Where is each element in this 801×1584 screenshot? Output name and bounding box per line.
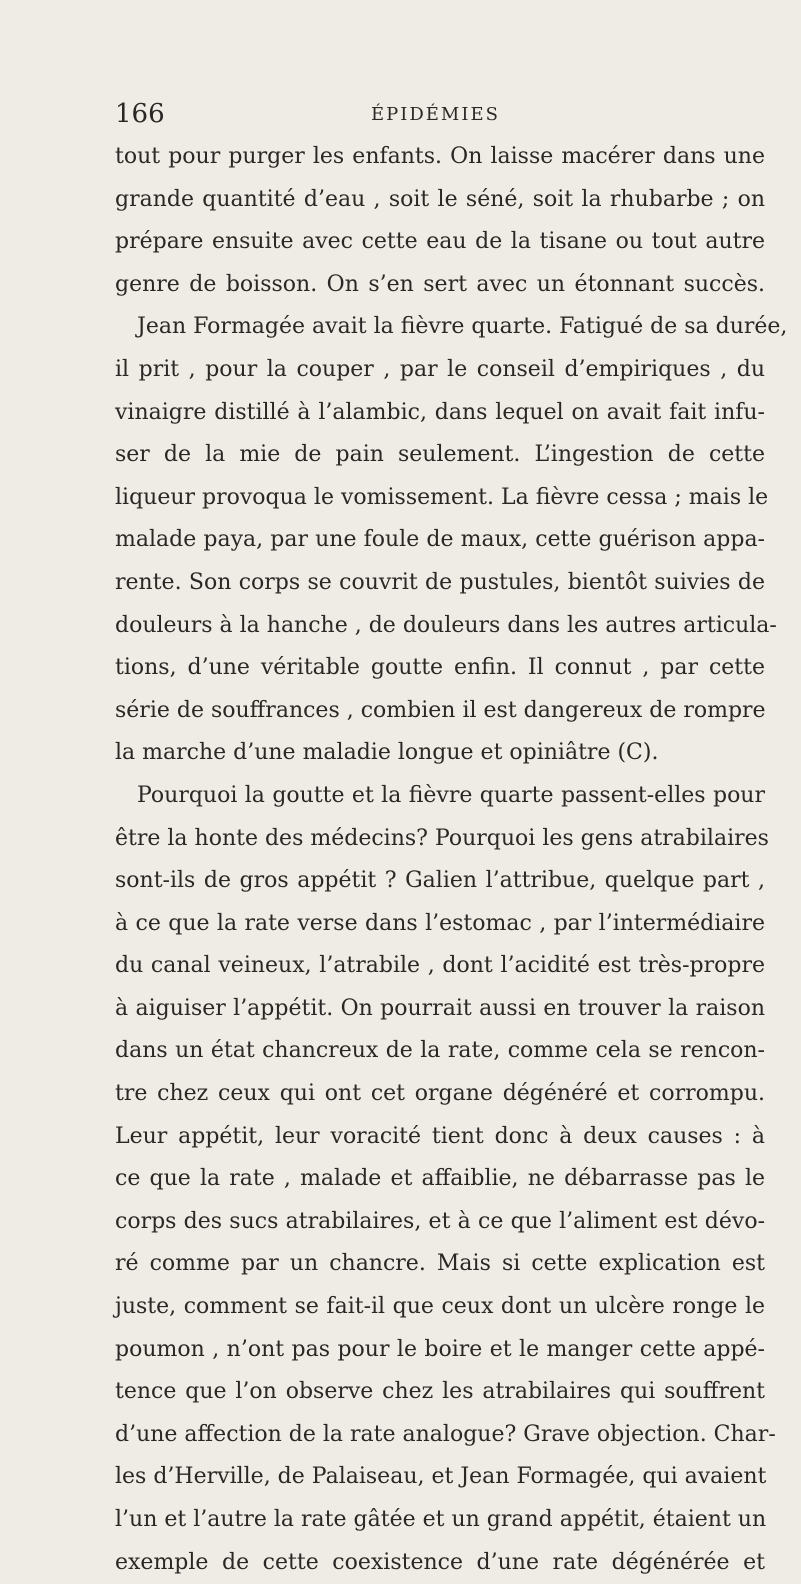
text-line: prépare ensuite avec cette eau de la tisane ou tout autre	[115, 229, 765, 255]
text-line: genre de boisson. On s’en sert avec un étonnant succès.	[115, 271, 765, 297]
text-line: tout pour purger les enfants. On laisse macérer dans une	[115, 144, 765, 169]
text-line: exemple de cette coexistence d’une rate dégénérée et	[115, 1549, 765, 1575]
text-line: malade paya, par une foule de maux, cette guérison appa-	[115, 527, 765, 553]
text-line: Leur appétit, leur voracité tient donc à deux causes : à	[115, 1123, 765, 1149]
text-line: l’un et l’autre la rate gâtée et un grand appétit, étaient un	[115, 1507, 767, 1532]
body-text	[115, 136, 788, 1584]
text-line: liqueur provoqua le vomissement. La fièvre cessa ; mais le	[115, 484, 769, 510]
text-line: série de souffrances , combien il est dangereux de rompre	[115, 697, 766, 723]
text-line: il prit , pour la couper , par le conseil d’empiriques , du	[115, 356, 765, 382]
text-line: grande quantité d’eau , soit le séné, soit la rhubarbe ; on	[115, 186, 765, 212]
page-header	[115, 96, 765, 132]
text-line: la marche d’une maladie longue et opiniâtre (C).	[115, 740, 659, 766]
text-line: tre chez ceux qui ont cet organe dégénéré et corrompu.	[115, 1081, 765, 1107]
text-line: tions, d’une véritable goutte enfin. Il connut , par cette	[115, 655, 765, 681]
text-line: du canal veineux, l’atrabile , dont l’acidité est très-propre	[115, 953, 765, 979]
text-line: tence que l’on observe chez les atrabilaires qui souffrent	[115, 1379, 765, 1405]
text-line: douleurs à la hanche , de douleurs dans les autres articula-	[115, 612, 777, 638]
text-line: dans un état chancreux de la rate, comme cela se rencon-	[115, 1038, 765, 1064]
text-line: ser de la mie de pain seulement. L’ingestion de cette	[115, 442, 765, 468]
text-line: ré comme par un chancre. Mais si cette explication est	[115, 1251, 765, 1277]
text-line: ce que la rate , malade et affaiblie, ne débarrasse pas le	[115, 1166, 765, 1192]
text-line: rente. Son corps se couvrit de pustules, bientôt suivies de	[115, 569, 765, 595]
text-line: vinaigre distillé à l’alambic, dans lequel on avait fait infu-	[115, 399, 765, 425]
running-head: ÉPIDÉMIES	[371, 104, 500, 125]
text-line: les d’Herville, de Palaiseau, et Jean Formagée, qui avaient	[115, 1464, 767, 1490]
text-line: Pourquoi la goutte et la fièvre quarte passent-elles pour	[137, 782, 765, 808]
text-line: sont-ils de gros appétit ? Galien l’attribue, quelque part ,	[115, 868, 765, 894]
text-line: à ce que la rate verse dans l’estomac , par l’intermédiaire	[115, 910, 765, 936]
text-line: poumon , n’ont pas pour le boire et le manger cette appé-	[115, 1336, 765, 1362]
text-line: à aiguiser l’appétit. On pourrait aussi en trouver la raison	[115, 995, 765, 1021]
text-line: Jean Formagée avait la fièvre quarte. Fatigué de sa durée,	[137, 314, 788, 340]
text-line: être la honte des médecins? Pourquoi les gens atrabilaires	[115, 825, 769, 851]
text-line: juste, comment se fait-il que ceux dont un ulcère ronge le	[115, 1294, 765, 1320]
text-line: corps des sucs atrabilaires, et à ce que l’aliment est dévo-	[115, 1208, 765, 1234]
text-line: d’une affection de la rate analogue? Grave objection. Char-	[115, 1421, 776, 1447]
page-number: 166	[115, 99, 165, 129]
